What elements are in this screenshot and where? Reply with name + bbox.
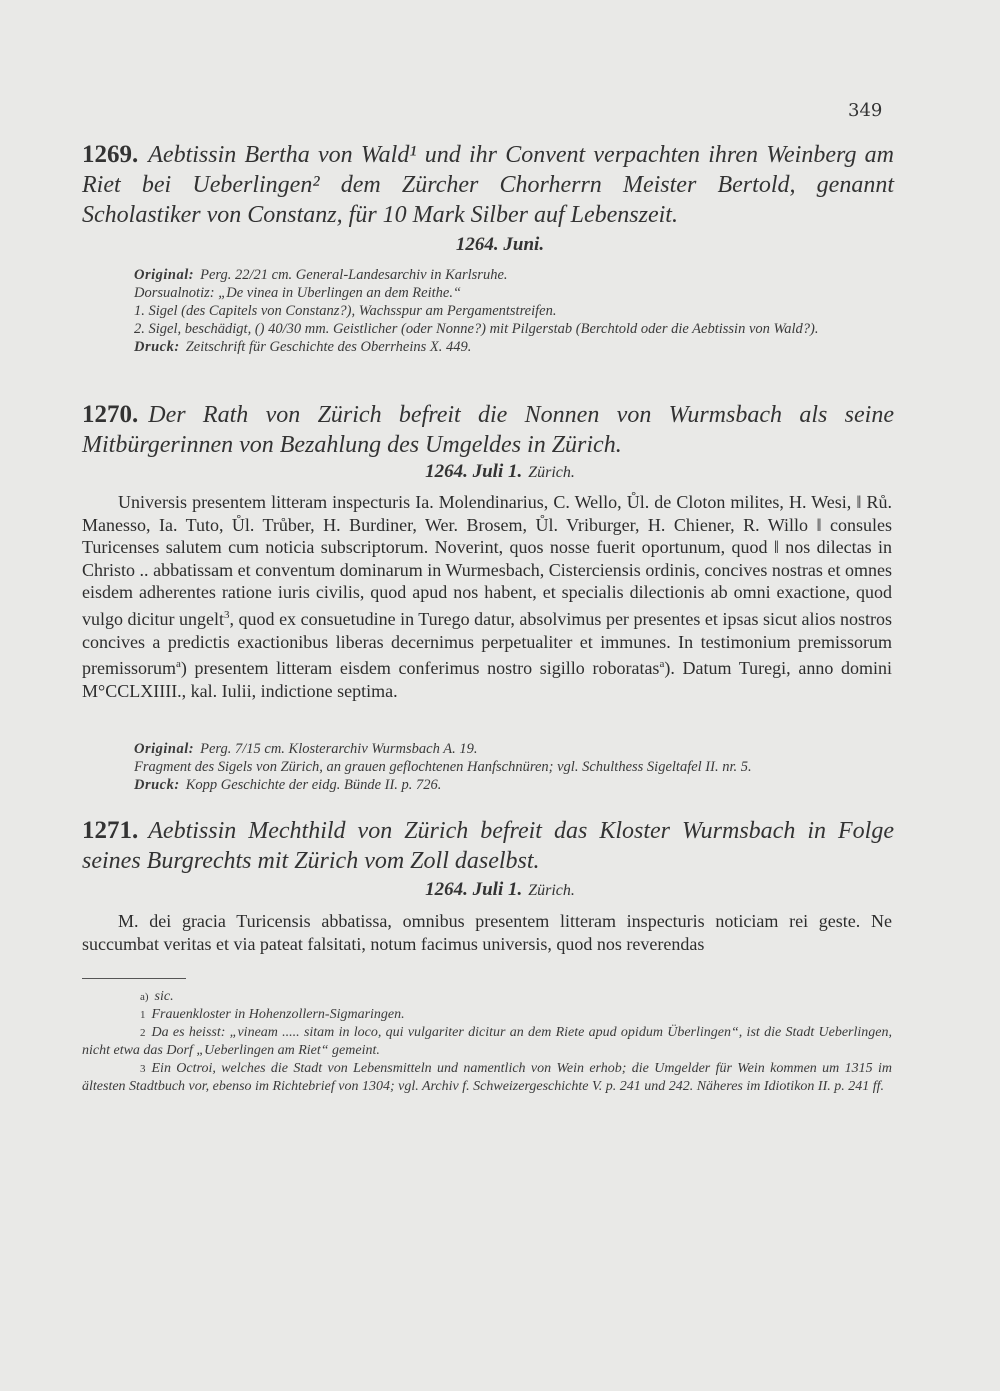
document-1270-heading (82, 400, 894, 460)
page-number: 349 (848, 100, 883, 121)
fragment-line: Fragment des Sigels von Zürich, an grauen geflochtenen Hanfschnüren; vgl. Schulthess Sigeltafel II. nr. 5. (134, 759, 752, 775)
footnote-rule (82, 978, 186, 979)
footnote-text: Ein Octroi, welches die Stadt von Lebensmitteln und namentlich von Wein erhob; die Umgelder für Wein kommen um 1315 im ältesten Stadtbuch vor, ebenso im Richtebrief von 1304; vgl. Archiv f. Schweizergeschichte V. p. 241 und 242. Näheres im Idiotikon II. p. 241 ff. (82, 1061, 892, 1094)
dorsual-label: Dorsualnotiz: (134, 285, 215, 301)
body-part-1: Universis presentem litteram inspecturis Ia. Molendinarius, C. Wello, Ůl. de Cloton milites, H. Wesi, ‖ Rů. Manesso, Ia. Tuto, Ůl. Trůber, H. Burdiner, Wer. Brosem, Ůl. Vriburger, H. Chiener, R. Willo ‖ consules Turicenses salutem cum noticia subscriptorum. Noverint, quos nosse fuerit oportunum, quod ‖ nos dilectas in Christo .. abbatissam et conventum dominarum in Wurmesbach, Cisterciensis ordinis, concives nostras et omnes eisdem adherentes ratione iuris civilis, quod apud nos habent, et specialis dilectionis ab omni exactione, quod vulgo dicitur ungelt (82, 492, 892, 629)
document-1270-apparatus (82, 740, 890, 794)
body-part-3: ) presentem litteram eisdem conferimus nostro sigillo roboratas (180, 658, 660, 679)
footnote-ref-a: a (176, 658, 181, 671)
document-title: Der Rath von Zürich befreit die Nonnen von Wurmsbach als seine Mitbürgerinnen von Bezahlung des Umgeldes in Zürich. (82, 402, 894, 458)
document-title: Aebtissin Bertha von Wald¹ und ihr Convent verpachten ihren Weinberg am Riet bei Ueberlingen² dem Zürcher Chorherrn Meister Bertold, genannt Scholastiker von Constanz, für 10 Mark Silber auf Lebenszeit. (82, 142, 894, 228)
footnote-mark: 3 (140, 1063, 146, 1075)
footnote-a (82, 988, 892, 1006)
seal-1-line: 1. Sigel (des Capitels von Constanz?), Wachsspur am Pergamentstreifen. (134, 303, 557, 319)
footnote-2 (82, 1024, 892, 1060)
footnote-ref-a-2: a (659, 658, 665, 671)
document-1271-body: M. dei gracia Turicensis abbatissa, omnibus presentem litteram inspecturis noticiam rei geste. Ne succumbat veritas et via pateat falsitati, notum facimus universis, quod nos reverendas (82, 911, 892, 954)
place-text: Zürich. (528, 464, 575, 481)
original-line (82, 740, 890, 758)
original-text: Perg. 7/15 cm. Klosterarchiv Wurmsbach A. 19. (200, 741, 478, 757)
body-part-2: , quod ex consuetudine in Turego datur, absolvimus per presentes et ipsas sicut alios nostros concives a predictis exactionibus liberas decernimus perpetualiter et immunes. In testimonium premissorum premissorum (82, 608, 892, 679)
document-1269-apparatus (82, 266, 890, 356)
footnote-text: Frauenkloster in Hohenzollern-Sigmaringen. (151, 1007, 405, 1022)
date-text: 1264. Juli 1. (425, 461, 523, 482)
druck-line (82, 776, 890, 794)
document-number: 1271. (82, 817, 139, 844)
place-text: Zürich. (528, 882, 575, 899)
footnote-1 (82, 1006, 892, 1024)
document-1269-date (0, 234, 1000, 256)
footnote-3 (82, 1060, 892, 1096)
date-text: 1264. Juni. (455, 234, 545, 255)
seal-2-line: 2. Sigel, beschädigt, () 40/30 mm. Geistlicher (oder Nonne?) mit Pilgerstab (Berchtold oder die Aebtissin von Wald?). (134, 321, 819, 337)
druck-text: Kopp Geschichte der eidg. Bünde II. p. 726. (185, 777, 442, 793)
body-part-4: ). Datum Turegi, anno domini M°CCLXIIII., kal. Iulii, indictione septima. (82, 658, 892, 701)
document-1271-date (0, 879, 1000, 901)
original-text: Perg. 22/21 cm. General-Landesarchiv in Karlsruhe. (200, 267, 508, 283)
druck-text: Zeitschrift für Geschichte des Oberrheins X. 449. (185, 339, 472, 355)
document-number: 1270. (82, 401, 139, 428)
footnote-mark: a) (140, 991, 149, 1003)
footnote-ref-3: 3 (224, 608, 230, 621)
dorsual-text: „De vinea in Uberlingen an dem Reithe.“ (218, 285, 462, 301)
original-line (82, 266, 890, 284)
document-title: Aebtissin Mechthild von Zürich befreit das Kloster Wurmsbach in Folge seines Burgrechts mit Zürich vom Zoll daselbst. (82, 818, 894, 874)
original-label: Original: (134, 741, 195, 757)
footnote-text: Da es heisst: „vineam ..... sitam in loco, qui vulgariter dicitur an dem Riete apud opidum Überlingen“, ist die Stadt Ueberlingen, nicht etwa das Dorf „Ueberlingen am Riet“ gemeint. (82, 1025, 892, 1058)
date-text: 1264. Juli 1. (425, 879, 523, 900)
document-1269-heading (82, 140, 894, 230)
dorsual-line (82, 284, 890, 302)
document-1270-body (82, 491, 892, 702)
document-number: 1269. (82, 141, 139, 168)
druck-label: Druck: (134, 777, 180, 793)
druck-label: Druck: (134, 339, 180, 355)
druck-line (82, 338, 890, 356)
footnote-mark: 1 (140, 1009, 146, 1021)
footnote-text: sic. (154, 989, 174, 1004)
footnote-mark: 2 (140, 1027, 146, 1039)
document-1271-heading (82, 816, 894, 876)
document-1270-date (0, 461, 1000, 483)
original-label: Original: (134, 267, 195, 283)
footnotes (82, 988, 892, 1096)
